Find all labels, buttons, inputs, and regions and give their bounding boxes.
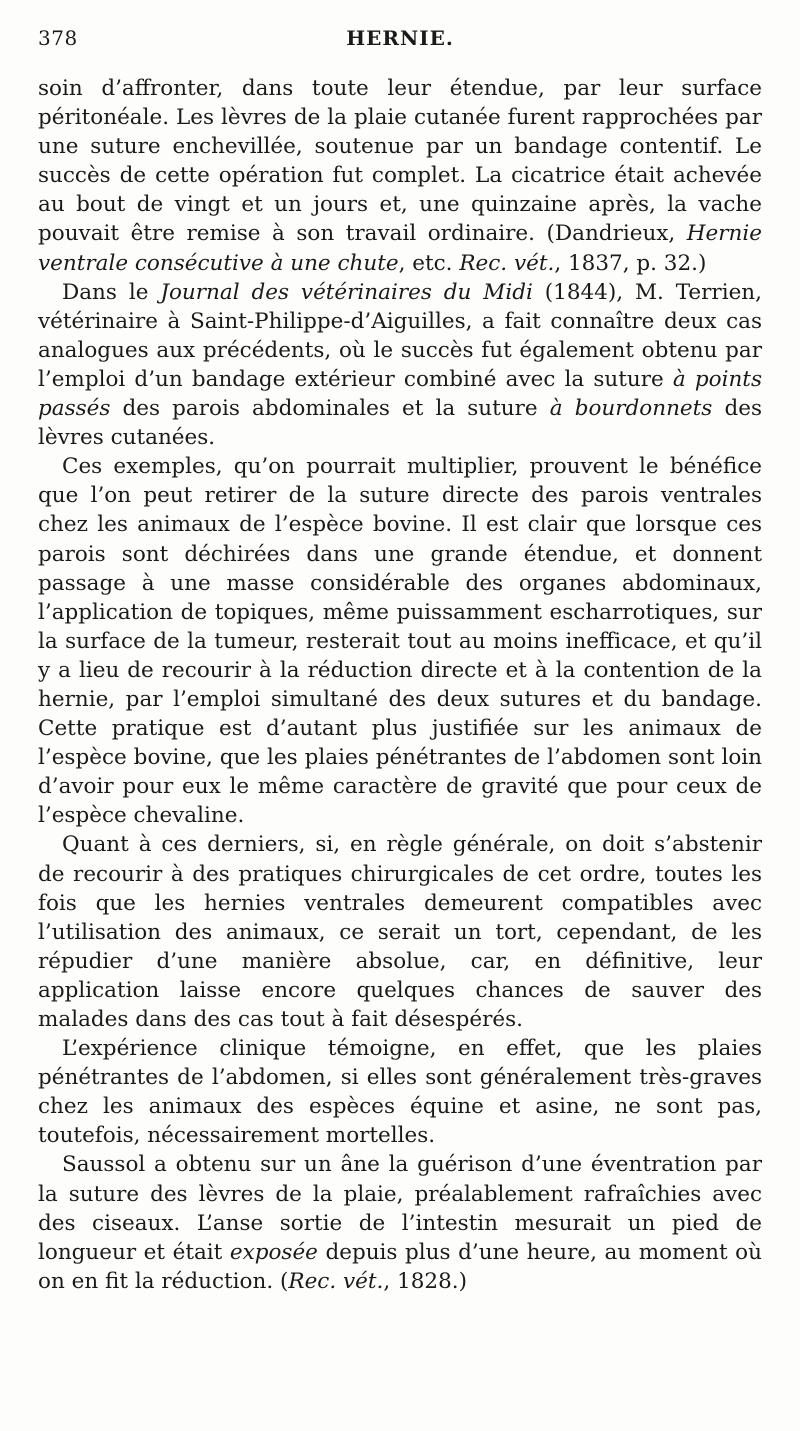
paragraph-6 xyxy=(38,1150,762,1295)
running-title: HERNIE. xyxy=(346,26,454,50)
paragraph-1-italic-title: Hernie ventrale consécutive à une chute xyxy=(38,221,762,276)
paragraph-4: Quant à ces derniers, si, en règle générale, on doit s’abstenir de recourir à des pratiques chirurgicales de cet ordre, toutes les fois que les hernies ventrales demeurent compatibles avec l’utilisation des animaux, ce serait un tort, cependant, de les répudier d’une manière absolue, car, en définitive, leur application laisse encore quelques chances de sauver des malades dans des cas tout à fait désespérés. xyxy=(38,832,762,1032)
paragraph-1-text-1: soin d’affronter, dans toute leur étendue, par leur surface péritonéale. Les lèvres de la plaie cutanée furent rapprochées par une suture enchevillée, soutenue par un bandage contentif. Le succès de cette opération fut complet. La cicatrice était achevée au bout de vingt et un jours et, une quinzaine après, la vache pouvait être remise à son travail ordinaire. (Dandrieux, xyxy=(38,76,762,247)
paragraph-2-text-3: des parois abdominales et la suture xyxy=(110,396,550,422)
paragraph-2-text-4: des lèvres cutanées. xyxy=(38,396,762,451)
page-body xyxy=(38,74,762,1296)
paragraph-1-text-2: , etc. xyxy=(398,250,460,276)
paragraph-6-italic-word: exposée xyxy=(229,1239,318,1265)
paragraph-3: Ces exemples, qu’on pourrait multiplier, prouvent le bénéfice que l’on peut retirer de la suture directe des parois ventrales chez les animaux de l’espèce bovine. Il est clair que lorsque ces parois sont déchirées dans une grande étendue, et donnent passage à une masse considérable des organes abdominaux, l’application de topiques, même puissamment escharrotiques, sur la surface de la tumeur, resterait tout au moins inefficace, et qu’il y a lieu de recourir à la réduction directe et à la contention de la hernie, par l’emploi simultané des deux sutures et du bandage. Cette pratique est d’autant plus justifiée sur les animaux de l’espèce bovine, que les plaies pénétrantes de l’abdomen sont loin d’avoir pour eux le même caractère de gravité que pour ceux de l’espèce chevaline. xyxy=(38,454,762,829)
paragraph-1-text-3: , 1837, p. 32.) xyxy=(554,250,707,276)
paragraph-2-italic-suture-1: à points passés xyxy=(38,366,762,422)
page-header xyxy=(38,26,762,60)
paragraph-1 xyxy=(38,74,762,278)
paragraph-2 xyxy=(38,278,762,453)
page-number: 378 xyxy=(38,26,78,50)
paragraph-2-italic-suture-2: à bourdonnets xyxy=(549,396,713,422)
paragraph-5: L’expérience clinique témoigne, en effet, que les plaies pénétrantes de l’abdomen, si elles sont généralement très-graves chez les animaux des espèces équine et asine, ne sont pas, toutefois, nécessairement mortelles. xyxy=(38,1036,762,1149)
paragraph-6-text-3: , 1828.) xyxy=(383,1268,467,1294)
paragraph-2-text-1: Dans le xyxy=(62,279,161,305)
paragraph-6-italic-journal: Rec. vét. xyxy=(288,1268,384,1294)
paragraph-1-italic-journal: Rec. vét. xyxy=(459,250,555,276)
paragraph-6-text-2: depuis plus d’une heure, au moment où on en fit la réduction. ( xyxy=(38,1239,762,1294)
paragraph-2-italic-journal: Journal des vétérinaires du Midi xyxy=(160,279,533,305)
paragraph-6-text-1: Saussol a obtenu sur un âne la guérison d’une éventration par la suture des lèvres de la plaie, préalablement rafraîchies avec des ciseaux. L’anse sortie de l’intestin mesurait un pied de longueur et était xyxy=(38,1152,762,1265)
paragraph-2-text-2: (1844), M. Terrien, vétérinaire à Saint-Philippe-d’Aiguilles, a fait connaître deux cas analogues aux précédents, où le succès fut également obtenu par l’emploi d’un bandage extérieur combiné avec la suture xyxy=(38,279,762,392)
